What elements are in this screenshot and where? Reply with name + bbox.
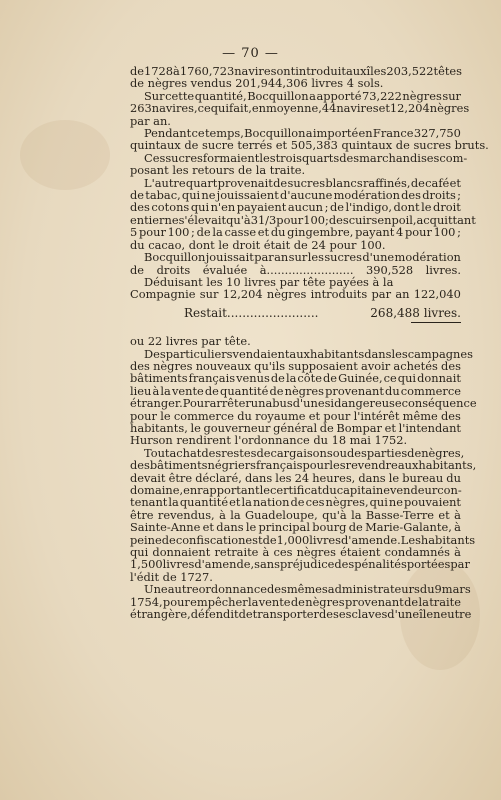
restait-value: 268,488 livres. (370, 305, 461, 320)
text-line: Tout achat des restes de cargaisons ou des parties de nègres, (144, 445, 465, 460)
paper-stain (20, 120, 110, 190)
text-line: Ces sucres formaient les trois quarts des marchandises com- (144, 150, 468, 165)
text-line: quintaux de sucre terrés et 505,383 quintaux de sucres bruts. (130, 138, 489, 153)
paragraphs-top (130, 64, 489, 302)
text-line: lieu à la vente de quantité de nègres provenant du commerce (130, 383, 461, 398)
text-line: être revendus, à la Guadeloupe, qu'à la Basse-Terre et à (130, 507, 461, 522)
text-line: par an. (130, 113, 171, 128)
text-line: de 1728 à 1760, 723 navires ont introduit aux îles 203,522 têtes (130, 64, 462, 78)
text-line: Hurson rendirent l'ordonnance du 18 mai 1752. (130, 433, 408, 448)
total-rule (411, 322, 461, 323)
text-line: Pendant ce temps, Bocquillon a importé en France 327,750 (144, 126, 461, 141)
paragraphs-bottom (130, 334, 477, 622)
text-line: 1,500 livres d'amende, sans préjudice des pénalités portées par (130, 557, 470, 572)
text-line: des nègres nouveaux qu'ils supposaient avoir achetés des (130, 358, 461, 373)
text-line: tenant la quantité et la nation de ces nègres, qui ne pouvaient (130, 495, 461, 510)
text-line: Compagnie sur 12,204 nègres introduits par an 122,040 (130, 287, 461, 302)
text-line: étrangère, défendit de transporter des esclaves d'une île neutre (130, 607, 472, 622)
text-line: devait être déclaré, dans les 24 heures, dans le bureau du (130, 470, 461, 485)
restait-label: Restait........................ (184, 305, 319, 320)
text-line: 1754, pour empêcher la vente de nègres provenant de la traite (130, 594, 461, 609)
text-line: bâtiments français venus de la côte de Guinée, ce qui donnait (130, 371, 461, 386)
text-line: l'édit de 1727. (130, 569, 213, 584)
text-line: 5 pour 100 ; de la casse et du gingembre, payant 4 pour 100 ; (130, 225, 461, 240)
text-line: Déduisant les 10 livres par tête payées à la (144, 274, 394, 289)
text-line: Une autre ordonnance des mêmes administrateurs du 9 mars (144, 582, 471, 597)
text-line: Bocquillon jouissait par an sur les sucres d'une modération (144, 250, 461, 265)
text-line: 263 navires, ce qui fait, en moyenne, 44 navires et 12,204 nègres (130, 101, 470, 116)
text-line: du cacao, dont le droit était de 24 pour 100. (130, 237, 386, 252)
text-line: des bâtiments négriers français pour les revendre aux habitants, (130, 458, 477, 473)
text-line: peine de confiscation est de 1,000 livres d'amende. Les habitants (130, 532, 476, 547)
text-line: pour le commerce du royaume et pour l'intérêt même des (130, 408, 461, 423)
text-line: Sainte-Anne et dans le principal bourg de Marie-Galante, à (130, 520, 461, 535)
text-line: des cotons qui n'en payaient aucun ; de l'indigo, dont le droit (130, 200, 461, 215)
text-line: Sur cette quantité, Bocquillon a apporté 73,222 nègres sur (144, 88, 461, 103)
text-line: posant les retours de la traite. (130, 163, 306, 178)
text-line: Des particuliers vendaient aux habitants dans les campagnes (144, 346, 473, 361)
text-line: habitants, le gouverneur général de Bompar et l'intendant (130, 420, 461, 435)
page-number: — 70 — (222, 46, 279, 61)
text-line: de tabac, qui ne jouissaient d'aucune modération des droits ; (130, 188, 461, 203)
text-line: ou 22 livres par tête. (130, 334, 251, 349)
text-line: de droits évaluée à........................ 390,528 livres. (130, 262, 461, 277)
body-text (130, 64, 489, 622)
text-line: L'autre quart provenait de sucres blancs raffinés, de café et (144, 175, 461, 190)
text-line: entier ne s'élevait qu'à 3 1/3 pour 100; des cuirs en poil, acquittant (130, 212, 476, 227)
restait-line (130, 307, 461, 319)
text-line: qui donnaient retraite à ces nègres étaient condamnés à (130, 545, 461, 560)
text-line: étranger. Pour arrêter un abus d'une si dangereuse conséquence (130, 396, 477, 411)
text-line: domaine, en rapportant le certificat du capitaine vendeur con- (130, 483, 462, 497)
text-line: de nègres vendus 201,944,306 livres 4 sols. (130, 76, 384, 91)
